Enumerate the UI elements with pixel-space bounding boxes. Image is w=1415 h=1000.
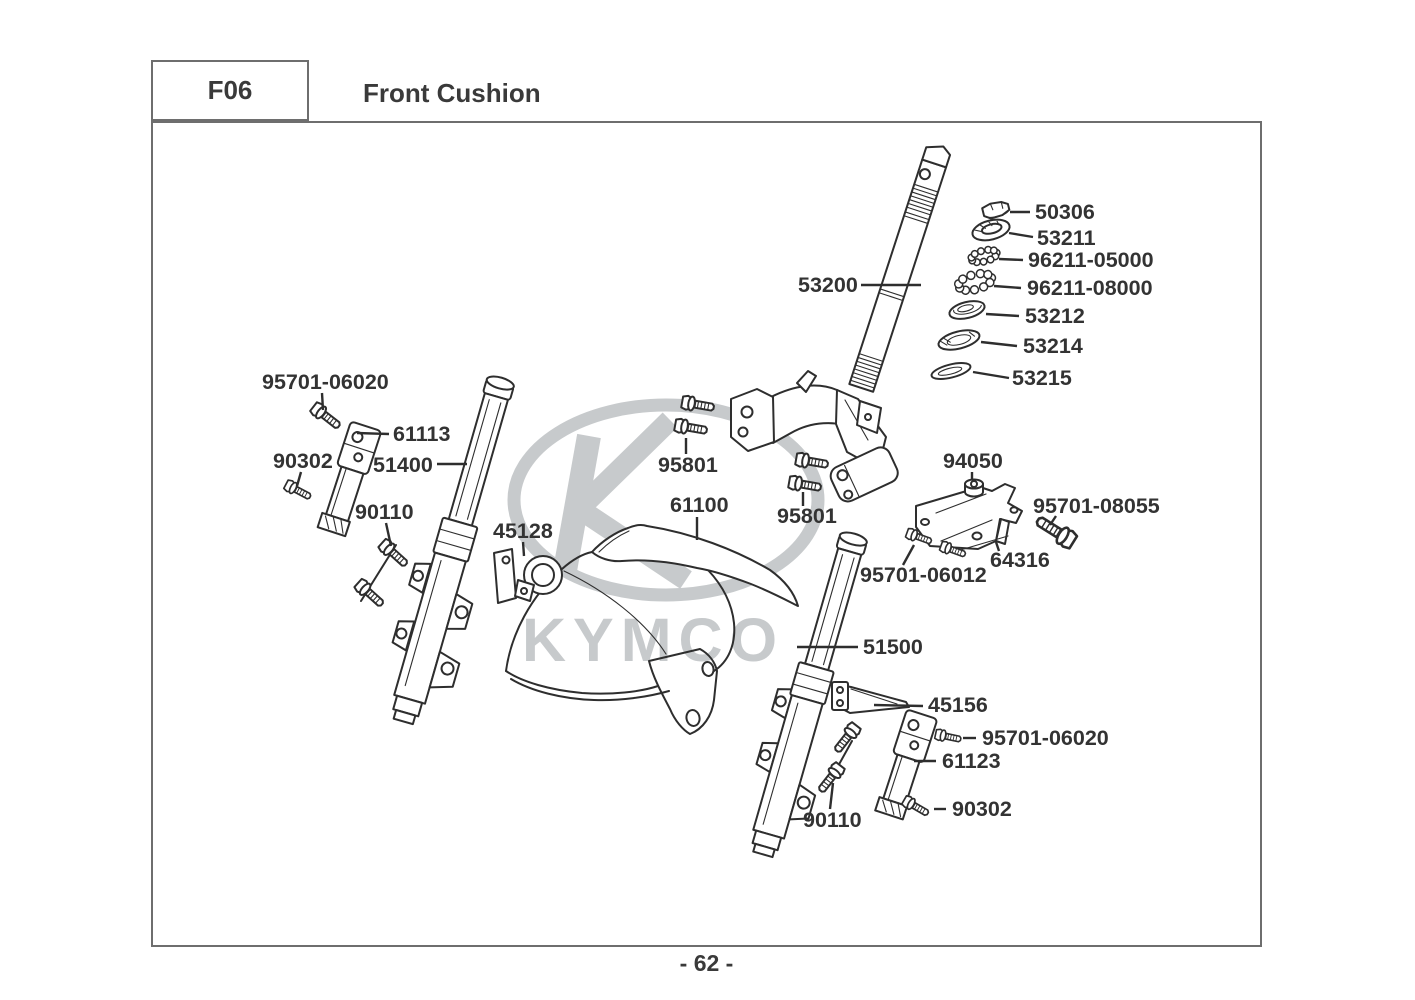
part-label-96211-08000: 96211-08000 bbox=[1027, 276, 1153, 300]
race-part bbox=[948, 298, 987, 322]
part-label-61123: 61123 bbox=[942, 749, 1001, 773]
steering-bearing-stack-drawing bbox=[930, 200, 1012, 383]
part-label-61113: 61113 bbox=[393, 422, 451, 446]
leader-line bbox=[994, 286, 1021, 288]
part-label-90110: 90110 bbox=[355, 500, 414, 524]
flange-nut-part bbox=[965, 480, 983, 497]
part-label-95801: 95801 bbox=[658, 453, 718, 477]
part-label-53200: 53200 bbox=[798, 273, 858, 297]
stay-plate-drawing bbox=[916, 480, 1022, 550]
part-label-90302: 90302 bbox=[273, 449, 333, 473]
part-label-95701-06020: 95701-06020 bbox=[982, 726, 1109, 750]
leader-line bbox=[973, 372, 1009, 378]
part-label-95801: 95801 bbox=[777, 504, 837, 528]
dust-seal-part bbox=[930, 360, 972, 382]
part-label-51500: 51500 bbox=[863, 635, 923, 659]
page-title: Front Cushion bbox=[363, 78, 541, 108]
part-label-90110: 90110 bbox=[803, 808, 862, 832]
steering-stem-drawing bbox=[849, 142, 952, 392]
part-label-53215: 53215 bbox=[1012, 366, 1072, 390]
leader-line bbox=[981, 342, 1017, 346]
leader-line bbox=[830, 783, 833, 809]
stay-bracket-drawing bbox=[832, 682, 909, 713]
part-label-90302: 90302 bbox=[952, 797, 1012, 821]
part-label-53214: 53214 bbox=[1023, 334, 1083, 358]
part-label-53211: 53211 bbox=[1037, 226, 1096, 250]
section-code-box bbox=[151, 60, 309, 121]
part-label-95701-06012: 95701-06012 bbox=[860, 563, 987, 587]
part-label-95701-08055: 95701-08055 bbox=[1033, 494, 1160, 518]
part-label-45156: 45156 bbox=[928, 693, 988, 717]
ball-retainer-small-part bbox=[967, 244, 1002, 269]
part-label-61100: 61100 bbox=[670, 493, 729, 517]
lock-nut-part bbox=[982, 200, 1011, 220]
leader-line bbox=[322, 393, 323, 410]
cable-clamp-drawing bbox=[494, 549, 562, 603]
leader-line bbox=[999, 259, 1023, 260]
leader-line bbox=[903, 545, 914, 565]
race-part bbox=[937, 327, 982, 354]
part-label-95701-06020: 95701-06020 bbox=[262, 370, 389, 394]
leader-line bbox=[874, 705, 923, 706]
leader-line bbox=[523, 542, 524, 556]
watermark-text: KYMCO bbox=[522, 606, 785, 674]
part-label-45128: 45128 bbox=[493, 519, 553, 543]
part-label-51400: 51400 bbox=[373, 453, 433, 477]
part-label-64316: 64316 bbox=[990, 548, 1050, 572]
ball-retainer-large-part bbox=[953, 266, 999, 298]
part-label-96211-05000: 96211-05000 bbox=[1028, 248, 1154, 272]
leader-line bbox=[357, 433, 389, 434]
part-labels-layer bbox=[262, 200, 1160, 832]
page-number: - 62 - bbox=[679, 950, 734, 976]
leader-line bbox=[297, 472, 301, 486]
leader-line bbox=[986, 314, 1019, 316]
section-code: F06 bbox=[207, 75, 253, 105]
part-label-50306: 50306 bbox=[1035, 200, 1095, 224]
part-label-94050: 94050 bbox=[943, 449, 1003, 473]
part-label-53212: 53212 bbox=[1025, 304, 1085, 328]
cone-race-part bbox=[970, 216, 1011, 244]
leader-line bbox=[1009, 233, 1033, 237]
